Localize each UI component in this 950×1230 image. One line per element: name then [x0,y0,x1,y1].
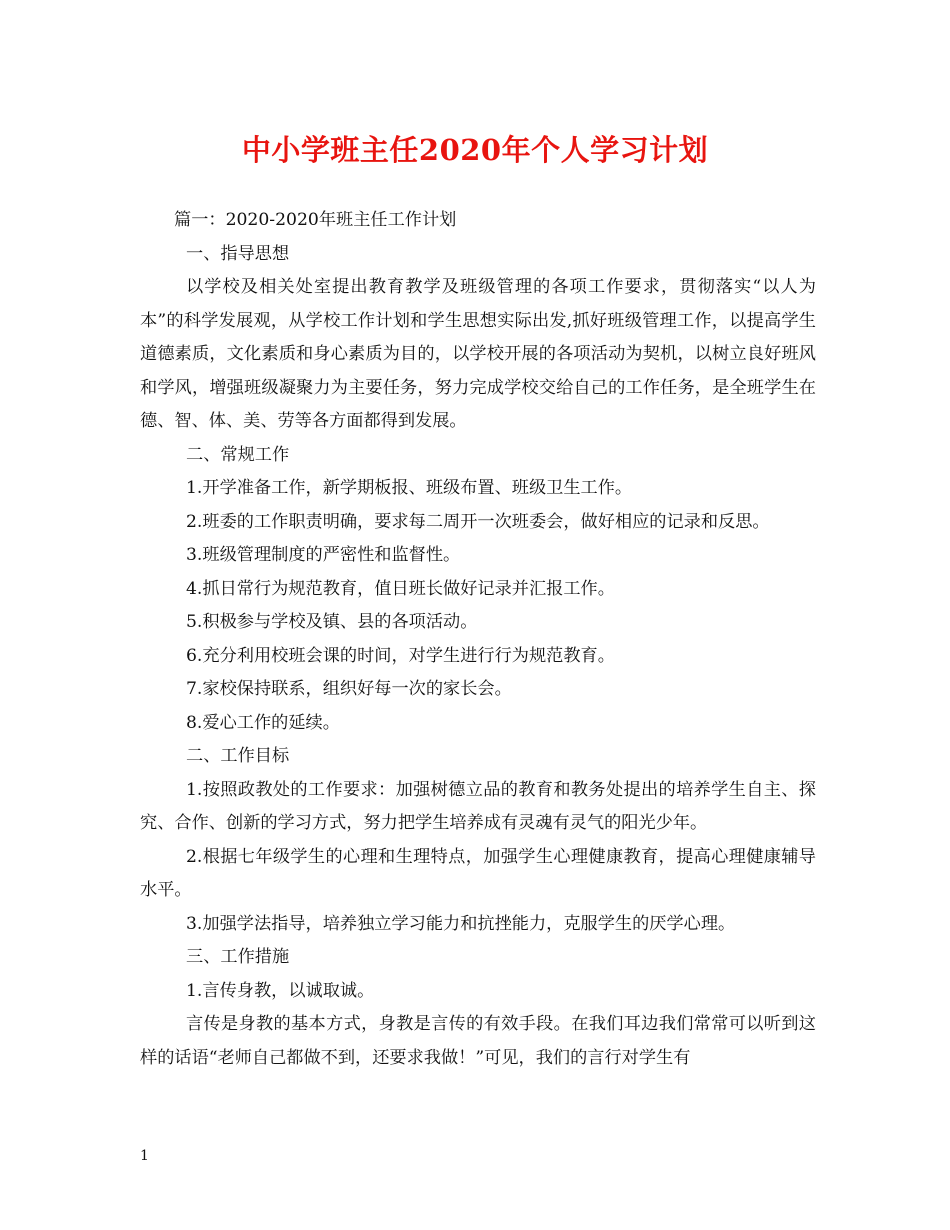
list-item: 2.班委的工作职责明确，要求每二周开一次班委会，做好相应的记录和反思。 [186,511,770,532]
list-item: 3.班级管理制度的严密性和监督性。 [186,545,461,565]
list-item: 1.开学准备工作，新学期板报、班级布置、班级卫生工作。 [186,478,633,498]
page-number: 1 [140,1148,149,1164]
list-item: 2.根据七年级学生的心理和生理特点，加强学生心理健康教育，提高心理健康辅导水平。 [140,846,816,900]
document-body [140,204,816,1075]
list-item: 1.言传身教，以诚取诚。 [186,980,375,1001]
section-heading: 三、工作措施 [186,947,290,967]
list-item: 3.加强学法指导，培养独立学习能力和抗挫能力，克服学生的厌学心理。 [186,913,736,934]
section-heading: 篇一：2020-2020年班主任工作计划 [174,210,457,230]
section-heading: 一、指导思想 [186,243,290,264]
section-heading: 二、常规工作 [186,444,290,465]
list-item: 1.按照政教处的工作要求：加强树德立品的教育和教务处提出的培养学生自主、探究、合作、创新的学习方式，努力把学生培养成有灵魂有灵气的阳光少年。 [140,779,816,833]
list-item: 6.充分利用校班会课的时间，对学生进行行为规范教育。 [186,645,615,666]
list-item: 8.爱心工作的延续。 [186,712,340,733]
document-title: 中小学班主任2020年个人学习计划 [241,133,709,167]
section-heading: 二、工作目标 [186,746,290,766]
list-item: 4.抓日常行为规范教育，值日班长做好记录并汇报工作。 [186,578,615,599]
list-item: 7.家校保持联系，组织好每一次的家长会。 [186,679,512,699]
list-item: 5.积极参与学校及镇、县的各项活动。 [186,612,478,632]
paragraph: 以学校及相关处室提出教育教学及班级管理的各项工作要求，贯彻落实“以人为本”的科学发展观，从学校工作计划和学生思想实际出发,抓好班级管理工作，以提高学生道德素质，文化素质和身心素质为目的，以学校开展的各项活动为契机，以树立良好班风和学风，增强班级凝聚力为主要任务，努力完成学校交给自己的工作任务，是全班学生在德、智、体、美、劳等各方面都得到发展。 [140,277,816,431]
paragraph: 言传是身教的基本方式，身教是言传的有效手段。在我们耳边我们常常可以听到这样的话语“老师自己都做不到，还要求我做！”可见，我们的言行对学生有 [140,1014,816,1068]
